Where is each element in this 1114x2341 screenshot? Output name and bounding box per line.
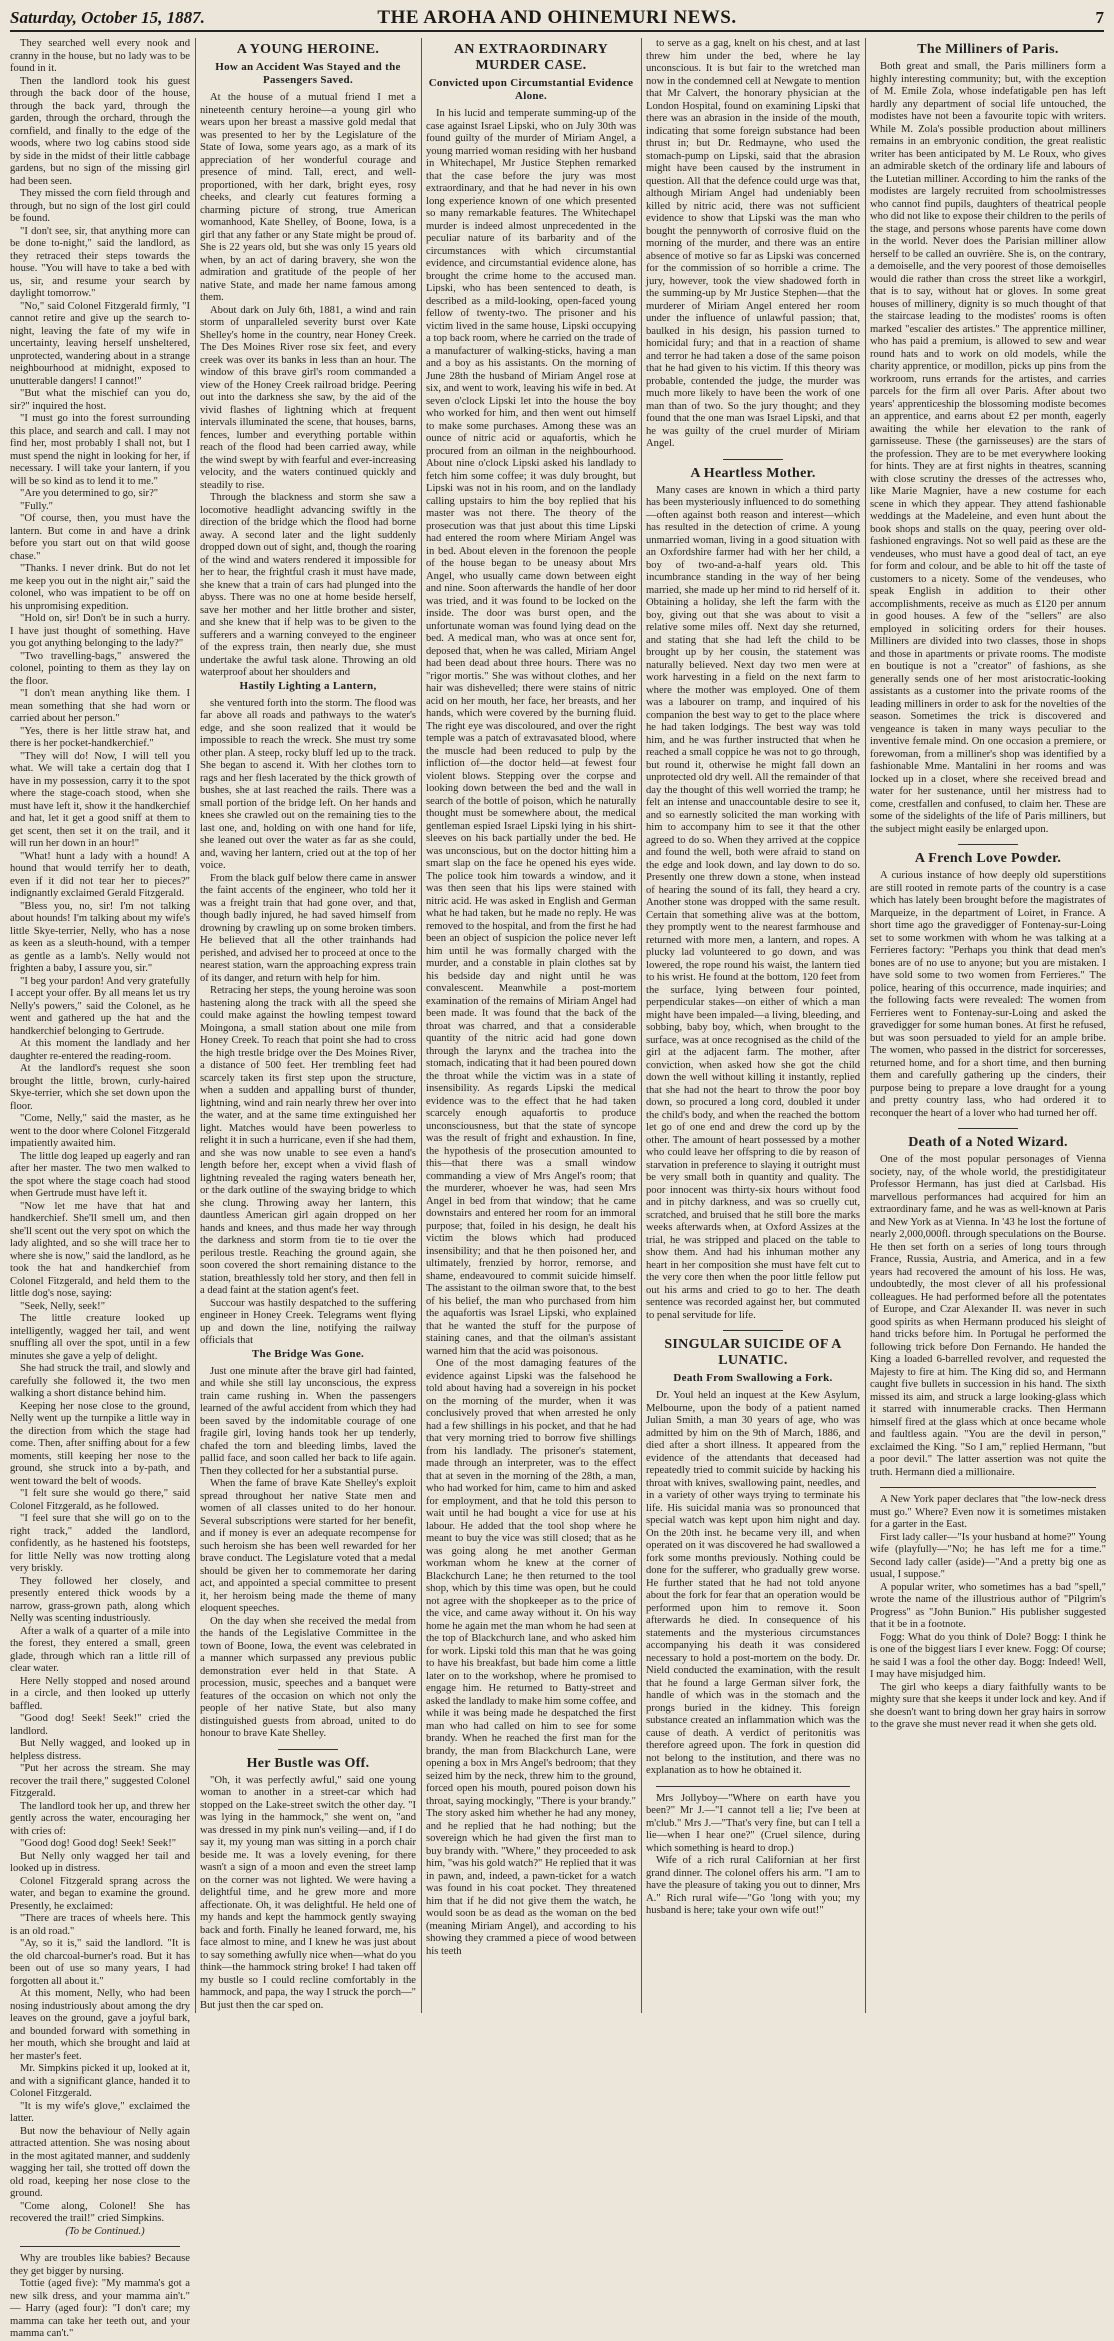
paragraph: "Put her across the stream. She may recover the trail there," suggested Colonel Fitzgerald. bbox=[10, 1763, 190, 1799]
paragraph: But Nelly wagged, and looked up in helpless distress. bbox=[10, 1738, 190, 1762]
paragraph: "There are traces of wheels here. This is an old road." bbox=[10, 1913, 190, 1937]
paragraph: "Oh, it was perfectly awful," said one young woman to another in a street-car which had stopped on the Lake-street switch the other day. "I was lying in the hammock," she went on, "and was dressed in my pink nun's veiling—and, if I do say it, my young man was sitting in a porch chair beside me. It was a lovely evening, for there wasn't a sign of a moon and even the street lamp on the corner was not lighted. We were having a delightful time, and he grew more and more affectionate. Oh, it was delightful. He held one of my hands and kept the hammock gently swaying back and forth. Finally he leaned forward, me, his face almost to mine, and I knew he was just about to say something awfully nice when—what do you think—the hammock string broke! I had taken off my bustle so I could recline comfortably in the hammock, and papa, the way I struck the porch—" But just then the car sped on. bbox=[200, 1774, 416, 2011]
paragraph: to serve as a gag, knelt on his chest, and at last threw him under the bed, where he lay unconscious. It is but fair to the wretched man now in the condemned cell at Newgate to mention that Mr Calvert, the honorary physician at the London Hospital, found on examining Lipski that there was an abrasion in the inside of the mouth, indicating that some foreign substance had been thrust in; but Dr. Redmayne, who used the stomach-pump on Lipski, said that the abrasion might have been caused by the instrument in question. All that the defence could urge was that, although Miriam Angel had undeniably been killed by nitric acid, there was not sufficient evidence to show that Lipski was the man who bought the pennyworth of corrosive fluid on the morning of the murder, and there was an entire absence of motive so far as Lipski was concerned for the commission of so horrible a crime. The jury, however, took the view shadowed forth in the summing-up by Mr Justice Stephen—that the murderer of Miriam Angel entered her room under the influence of unlawful passion; that, baulked in his design, his passion turned to homicidal fury; and that in a reaction of shame and terror he had taken a dose of the same poison that he had given to his victim. If this theory was probable, contended the judge, the murder was much more likely to have been the work of one man than of two. So the jury thought; and they found that the one man was Israel Lipski, and that he was guilty of the cruel murder of Miriam Angel. bbox=[646, 38, 860, 449]
paragraph: Then the landlord took his guest through the back door of the house, through the back yard, through the garden, through the orchard, through the cornfield, and finally to the edge of the woods, where two log cabins stood side by side in the midst of their little cabbage gardens, but no sign of the missing girl had been seen. bbox=[10, 75, 190, 187]
issue-date: Saturday, October 15, 1887. bbox=[10, 8, 205, 27]
paragraph: "I don't see, sir, that anything more can be done to-night," said the landlord, as they retraced their steps towards the house. "You will have to take a bed with us, sir, and resume your search by daylight tomorrow." bbox=[10, 225, 190, 299]
paragraph: "Come along, Colonel! She has recovered the trail!" cried Simpkins. bbox=[10, 2200, 190, 2224]
newspaper-title: THE AROHA AND OHINEMURI NEWS. bbox=[377, 7, 737, 28]
paragraph: About dark on July 6th, 1881, a wind and rain storm of unparalleled severity burst over Kate Shelley's home in the country, near Honey Creek. The Des Moines River rose six feet, and every creek was over its banks in less than an hour. The window of this brave girl's room commanded a view of the Honey Creek railroad bridge. Peering out into the darkness she saw, by the aid of the vivid flashes of lightning which at frequent intervals illuminated the scene, that houses, barns, fences, lumber and everything portable within reach of the flood had been carried away, while the wind swept by with fearful and ever-increasing velocity, and the waters continued quickly and steadily to rise. bbox=[200, 304, 416, 491]
paragraph: The landlord took her up, and threw her gently across the water, encouraging her with cries of: bbox=[10, 1800, 190, 1837]
paragraph: "Two travelling-bags," answered the colonel, pointing to them as they lay on the floor. bbox=[10, 650, 190, 687]
paragraph: Through the blackness and storm she saw a locomotive headlight advancing swiftly in the direction of the bridge which the flood had borne away. A second later and the light suddenly dropped down out of sight, and, though the roaring of the wind and waters rendered it impossible for her to hear, the frightful crash it must have made, she knew that a train of cars had plunged into the abyss. There was no one at home beside herself, save her mother and her little brother and sister, and she knew that if help was to be given to the sufferers and a warning conveyed to the engineer of the express train, then nearly due, she must undertake the awful task alone. Throwing an old waterproof about her shoulders and bbox=[200, 492, 416, 678]
divider bbox=[20, 2246, 180, 2247]
paragraph: The little creature looked up intelligently, wagged her tail, and went snuffling all over the spot, until in a few minutes she gave a yelp of delight. bbox=[10, 1313, 190, 1362]
section-subheading: The Bridge Was Gone. bbox=[251, 1347, 365, 1360]
paragraph: "But what the mischief can you do, sir?" inquired the host. bbox=[10, 388, 190, 412]
paragraph: One of the most popular personages of Vienna society, nay, of the whole world, the prestidigitateur Professor Hermann, has just died at Carlsbad. His marvellous performances had acquired for him an extraordinary fame, and he was as well-known at Paris and New York as at Vienna. In '43 he lost the fortune of nearly 2,000,000fl. through speculations on the Bourse. He then set forth on a series of long tours through France, Russia, Austria, and America, and in a few years had recovered the amount of his loss. He was, undoubtedly, the most clever of all his professional colleagues. He had performed before all the potentates of Europe, and Czar Alexander II. was never in such good spirits as when Hermann produced his sleight of hand tricks before him. In Portugal he performed the following trick before Don Fernando. He handed the King a loaded 6-barrelled revolver, and requested the Majesty to fire at him. The King did so, and Hermann caught five bullets in succession in his hand. The sixth missed its aim, and struck a large looking-glass which it starred with innumerable cracks. Then Hermann himself fired at the glass which at once became whole and faultless again. "You are the devil in person," exclaimed the King. "So I am," replied Hermann, "but a poor devil." The latter assertion was not quite the truth. Hermann died a millionaire. bbox=[870, 1154, 1106, 1478]
paragraph: "Hold on, sir! Don't be in such a hurry. I have just thought of something. Have you got anything belonging to the lady?" bbox=[10, 613, 190, 649]
column-rule bbox=[195, 38, 196, 2013]
article-subheading: Death From Swallowing a Fork. bbox=[673, 1372, 833, 1384]
paragraph: A curious instance of how deeply old superstitions are still rooted in remote parts of the country is a case which has lately been brought before the magistrates of Marqueize, in the department of Loiret, in France. A short time ago the gravedigger of Fontenay-sur-Loing set to some workmen with whom he was talking at a Ferrieres factory: "Perhaps you think that dead men's bones are of no use to anyone; but you are mistaken. I have sold some to two women from Ferrieres." The police, hearing of this occurrence, made inquiries; and the following facts were revealed: The women from Ferrieres went to Fontenay-sur-Loing and asked the gravedigger for some human bones. At first he refused, but was soon persuaded to yield for an ample bribe. The women, who passed in the district for sorceresses, returned home, and for a short time, and then burning them and carefully gathering up the cinders, their purpose being to prepare a love draught for a young and pretty country lass, who had ordered it to reconquer the heart of a lover who had turned her off. bbox=[870, 870, 1106, 1119]
article-heading: AN EXTRAORDINARY MURDER CASE. bbox=[453, 42, 609, 73]
divider bbox=[958, 844, 1018, 845]
column-rule bbox=[865, 38, 866, 2013]
joke: The girl who keeps a diary faithfully wants to be mighty sure that she keeps it under lock and key. And if she doesn't want to bring down her gray hairs in sorrow to the grave she must never read it when she gets old. bbox=[870, 1681, 1106, 1730]
column-1 bbox=[10, 38, 190, 2339]
paragraph: At the landlord's request she soon brought the little, brown, curly-haired Skye-terrier, which she set down upon the floor. bbox=[10, 1063, 190, 1112]
paragraph: "Fully." bbox=[20, 500, 53, 512]
paragraph: "I must go into the forest surrounding this place, and search and call. I may not find her, most probably I shall not, but I must spend the night in looking for her, if necessary. I will take your lantern, if you will be so kind as to lend it to me." bbox=[10, 413, 190, 487]
paragraph: "Seek, Nelly, seek!" bbox=[20, 1300, 106, 1312]
paragraph: Keeping her nose close to the ground, Nelly went up the turnpike a little way in the direction from which the stage had come. Then, after sniffing about for a few moments, still keeping her nose to the ground, she struck into a by-path, and went toward the belt of woods. bbox=[10, 1400, 190, 1487]
divider bbox=[278, 1749, 338, 1750]
divider bbox=[723, 1330, 783, 1331]
paragraph: Dr. Youl held an inquest at the Kew Asylum, Melbourne, upon the body of a patient named Julian Smith, a man 30 years of age, who was admitted by him on the 9th of March, 1886, and died after a short illness. It appeared from the evidence of the attendants that deceased had repeatedly tried to commit suicide by hacking his throat with knives, swallowing paint, needles, and in a variety of other ways trying to terminate his life. His suicidal mania was so pronounced that special watch was kept upon him night and day. On the 20th inst. he became very ill, and when operated on it was discovered he had swallowed a fork some months previously. Nothing could be done for the sufferer, who gradually grew worse. He further stated that he had not told anyone about the fork for fear that an operation would be performed upon him to remove it. Soon afterwards he died. In consequence of his statements and the mysterious circumstances accompanying his death it was considered necessary to hold a post-mortem on the body. Dr. Nield conducted the examination, with the result that he found a large German silver fork, the handle of which was in the stomach and the prongs buried in the kidney. This foreign substance created an inflammation which was the cause of death. A verdict of peritonitis was therefore agreed upon. The fork in question did not belong to the institution, and there was no explanation as to how he obtained it. bbox=[646, 1390, 860, 1776]
page-number: 7 bbox=[1095, 8, 1104, 27]
column-2 bbox=[200, 38, 416, 2013]
column-rule bbox=[421, 38, 422, 2013]
paragraph: "I felt sure she would go there," said Colonel Fitzgerald, as he followed. bbox=[10, 1488, 190, 1512]
paragraph: "Come, Nelly," said the master, as he went to the door where Colonel Fitzgerald impatiently awaited him. bbox=[10, 1113, 190, 1149]
paragraph: "They will do! Now, I will tell you what. We will take a certain dog that I have in my possession, carry it to the spot where the stage-coach stood, when she must have left it, show it the handkerchief and hat, let it get a good sniff at them to get scent, then set it on the trail, and it will run her down in an hour!" bbox=[10, 750, 190, 849]
paragraph: But now the behaviour of Nelly again attracted attention. She was nosing about in the most agitated manner, and suddenly wagging her tail, she trotted off down the old road, keeping her nose close to the ground. bbox=[10, 2125, 190, 2199]
article-heading: SINGULAR SUICIDE OF A LUNATIC. bbox=[664, 1337, 842, 1368]
article-heading: Death of a Noted Wizard. bbox=[908, 1135, 1068, 1150]
divider bbox=[656, 1786, 850, 1787]
divider bbox=[958, 1128, 1018, 1129]
paragraph: In his lucid and temperate summing-up of the case against Israel Lipski, who on July 30th was found guilty of the murder of Miriam Angel, a young married woman residing with her husband in Whitechapel, Mr Justice Stephen remarked that the case before the jury was most extraordinary, and that he had never in his own long experience known of one which presented so many remarkable features. The Whitechapel murder is indeed almost unprecedented in the peculiar nature of its barbarity and of the circumstances with which circumstantial evidence, and circumstantial evidence alone, has brought the crime home to the accused man. Lipski, who has been sentenced to death, is described as a mild-looking, open-faced young fellow of twenty-two. The prisoner and his victim lived in the same house, Lipski occupying a top back room, where he carried on the trade of a manufacturer of walking-sticks, having a man and a boy as his assistants. On the morning of June 28th the husband of Miriam Angel rose at six, and went to work, leaving his wife in bed. At seven o'clock Lipski let into the house the boy who worked for him, and then went out himself to make some purchases. Among these was an ounce of nitric acid or aquafortis, which he procured from an oilman in the neighbourhood. About nine o'clock Lipski asked his landlady to fetch him some coffee; it was duly brought, but Lipski was not in his room, and on the landlady calling upstairs to him the boy replied that his master was not there. The theory of the prosecution was that just about this time Lipski had entered the room where Miriam Angel was in bed. About eleven in the forenoon the people of the house began to be uneasy about Mrs Angel, who usually came down between eight and nine. Soon afterwards the handle of her door was tried, and it was found to be locked on the inside. The door was burst open, and the unfortunate woman was found lying dead on the bed. A medical man, who was at once sent for, deposed that, when he was called, Miriam Angel had been dead about three hours. There was no "rigor mortis." She was without clothes, and her hair was dishevelled; there were stains of nitric acid on her mouth, her face, her breasts, and her hands, which were covered by the burning fluid. The right eye was discoloured, and over the right temple was a patch of extravasated blood, where the muscle had been reduced to pulp by the infliction of—the doctor held—at fewest four violent blows. Stepping over the corpse and looking down between the bed and the wall in search of the bottle of poison, which he naturally thought must be somewhere about, the medical gentleman espied Israel Lipski lying in his shirt-sleeves on his back partially under the bed. He was unconscious, but on the doctor hitting him a smart slap on the face he opened his eyes wide. The police took him towards a window, and it was then seen that his lips were stained with nitric acid. He was asked in English and German what he had taken, but he made no reply. He was removed to the hospital, and from the first he had been an object of suspicion the police never left him until he was formally charged with the murder, and a constable in plain clothes sat by his bedside day and night until he was convalescent. Meanwhile a post-mortem examination of the remains of Miriam Angel had been made. It was found that the back of the throat was charred, and that a considerable quantity of the nitric acid had gone down through the larynx and the trachea into the stomach, indicating that it had been poured down the throat while the victim was in a state of insensibility. As regards Lipski the medical evidence was to the effect that he had taken scarcely enough aquafortis to produce unconsciousness, but that the state of syncope was the result of fright and exhaustion. In fine, the hypothesis of the prosecution amounted to this—that there was a small window commanding a view of Mrs Angel's room; that the murderer, whoever he was, had seen Mrs Angel in bed from that window; that he came downstairs and entered her room for an immoral purpose; that, foiled in his design, he dealt his victim the blows which had produced insensibility; and that he then poisoned her, and ultimately, frenzied by horror, remorse, and shame, endeavoured to commit suicide himself. The assistant to the oilman swore that, to the best of his belief, the man who purchased from him the aquafortis was Israel Lipski, who explained that he wanted the stuff for the purpose of staining canes, and that the oilman's assistant warned him that the acid was poisonous. bbox=[426, 108, 636, 1357]
article-heading: A YOUNG HEROINE. bbox=[236, 42, 380, 57]
article-heading: Her Bustle was Off. bbox=[246, 1755, 370, 1771]
paragraph: Many cases are known in which a third party has been mysteriously influenced to do something—often against both reason and interest—which has resulted in the detection of crime. A young unmarried woman, living in a good situation with an Oxfordshire farmer had with her her child, a boy of two-and-a-half years old. This incumbrance standing in the way of her being married, she made up her mind to rid herself of it. Obtaining a holiday, she left the farm with the boy, giving out that she was about to visit a relative some miles off. Next day she returned, and stating that she had left the child to be brought up by her cousin, the statement was naturally believed. Next day two men were at work harvesting in a field on the next farm to where the mother was employed. One of them was a labourer on tramp, and inquired of his companion the best way to get to the place where he had taken lodgings. The best way was told him, and he was further instructed that when he reached a small coppice he was not to go through, but round it, otherwise he might fall down an unprotected old dry well. All the remainder of that day the thought of this well worried the tramp; he felt an intense and unaccountable desire to see it, and so earnestly solicited the man working with him to accompany him to see it that the other agreed to do so. When they arrived at the coppice and found the well, both were afraid to stand on the edge and look down, and lay down to do so. Presently one threw down a stone, when instead of hearing the sound of its fall, they heard a cry. Another stone was dropped with the same result. Certain that something alive was at the bottom, they promptly went to the nearest farmhouse and returned with more men, a lantern, and ropes. A plucky lad volunteered to go down, and was lowered, the rope round his waist, the lantern tied to his wrist. He found at the bottom, 120 feet from the surface, lying between four pointed, perpendicular stakes—on either of which a man might have been impaled—a living, bleeding, and sobbing, baby boy, which, when brought to the surface, was at once recognised as the child of the girl at the adjacent farm. The mother, after conviction, when asked how she got the child down the well without killing it instantly, replied that she had not the heart to throw the poor boy down, so procured a long cord, doubled it under the child's body, and when the reached the bottom let go of one end and drew the cord up by the other. The amount of heart possessed by a mother who could leave her offspring to die by reason of starvation in preference to slaying it outright must be very small both in quantity and quality. The poor innocent was thirty-six hours without food and in pitchy darkness, and was so cruelly cut, scratched, and bruised that he still bore the marks weeks afterwards when, at Oxford Assizes at the trial, he was stripped and placed on the table to show them. And had his inhuman mother any heart in her composition she must have felt cut to the very core then when the poor little fellow put out his arms and cried to go to her. The death sentence was recorded against her, but commuted to penal servitude for life. bbox=[646, 484, 860, 1321]
paragraph: Just one minute after the brave girl had fainted, and while she still lay unconscious, the express train came rushing in. When the passengers learned of the awful accident from which they had been saved by the indomitable courage of one fragile girl, loving hands took her up tenderly, chafed the torn and bleeding limbs, laved the pallid face, and soon called her back to life again. Then they collected for her a substantial purse. bbox=[200, 1365, 416, 1477]
paragraph: "Good dog! Good dog! Seek! Seek!" bbox=[20, 1838, 177, 1849]
joke: Wife of a rich rural Californian at her first grand dinner. The colonel offers his arm. "I am to have the pleasure of taking you out to dinner, Mrs A." Rich rural wife—"Go 'long with you; my husband is here; take your own wife out!" bbox=[646, 1855, 860, 1916]
paragraph: But Nelly only wagged her tail and looked up in distress. bbox=[10, 1850, 190, 1874]
paragraph: "Ay, so it is," said the landlord. "It is the old charcoal-burner's road. But it has been out of use so many years, I had forgotten all about it." bbox=[10, 1938, 190, 1987]
paragraph: "Are you determined to go, sir?" bbox=[20, 488, 159, 499]
paragraph: The little dog leaped up eagerly and ran after her master. The two men walked to the spot where the stage coach had stood when Gertrude must have left it. bbox=[10, 1150, 190, 1199]
section-subheading: Hastily Lighting a Lantern, bbox=[239, 679, 377, 692]
paragraph: Mr. Simpkins picked it up, looked at it, and with a significant glance, handed it to Colonel Fitzgerald. bbox=[10, 2063, 190, 2099]
paragraph: They missed the corn field through and through, but no sign of the lost girl could be found. bbox=[10, 188, 190, 224]
paragraph: "No," said Colonel Fitzgerald firmly, "I cannot retire and give up the search to-night, leaving the fate of my wife in uncertainty, leaving herself unsheltered, unprotected, wandering about in a strange neighbourhood at midnight, exposed to unutterable dangers! I cannot!" bbox=[10, 300, 190, 387]
paragraph: "What! hunt a lady with a hound! A hound that would terrify her to death, even if it did not tear her to pieces?" indignantly exclaimed Gerald Fitzgerald. bbox=[10, 850, 190, 899]
divider bbox=[723, 459, 783, 460]
paragraph: "Of course, then, you must have the lantern. But come in and have a drink before you start out on that wild goose chase." bbox=[10, 513, 190, 562]
paragraph: Both great and small, the Paris milliners form a highly interesting community; but, with the exception of M. Emile Zola, whose indefatigable pen has left hardly any department of social life untouched, the modistes have not been a favourite topic with writers. While M. Zola's possible production about milliners remains in an embryonic condition, the great realistic writer has been anticipated by M. Le Roux, who gives an admirable sketch of the ordinary life and labours of the Lutetian milliner. According to him the ranks of the modistes are largely recruited from schoolmistresses who cannot find pupils, daughters of theatrical people who did not like to expose their children to the perils of the stage, and persons whose parents have come down in the world. Never does the Parisian milliner allow herself to be called an ouvrière. She is, on the contrary, a demoiselle, and the very poorest of those demoiselles would die rather than cross the street like a workgirl, that is to say, without hat or gloves. In some great houses of millinery, dignity is so much thought of that the staircase leading to the modistes' rooms is often marked "escalier des artistes." The apprentice milliner, who has paid a premium, is allowed to sew and wear round hats and to work on old models, while the charity apprentice, or modillon, picks up pins from the workroom, runs errands for the artistes, and carries parcels for the firm all over Paris. After about two years' apprenticeship the blossoming modiste becomes an apprentice, and earns about £2 per month, eagerly awaiting the while her elevation to the rank of garnisseuse. These (the garnisseuses) are the stars of the profession. They are to be met everywhere looking for hints. They are at first nights in theatres, scanning with close scrutiny the dresses of the actresses who, like Marie Magnier, have a new costume for each scene in which they appear. They attend fashionable weddings at the Madeleine, and even hunt about the book shops and stalls on the quay, peering over old-fashioned engravings. Not so well paid as these are the vendeuses, who must have a good deal of tact, an eye for form and colour, and be able to hit off the taste of customers to a nicety. Some of the vendeuses, who speak English in addition to their other accomplishments, receive as much as £120 per annum in good houses. A few of the "sellers" are also employed in soliciting orders for their houses. Milliners are divided into two classes, those in shops and those in apartments or private rooms. The modiste en boutique is not a "creator" of fashions, as she generally sends one of her most aristocratic-looking assistants as a customer into the private rooms of the leading milliners in order to ask for the novelties of the season. Sometimes the trick is discovered and vengeance is taken in many ways peculiar to the inventive female mind. On one occasion a premiere, or forewoman, from a milliner's shop was identified by a fashionable Mme. Mantalini in her rooms and was locked up in a closet, where she received bread and water for her sustenance, until her mistress had to come, crestfallen and confused, to claim her. These are some of the sidelights of the life of Paris milliners, but the subject might easily be enlarged upon. bbox=[870, 61, 1106, 835]
paragraph: she ventured forth into the storm. The flood was far above all roads and pathways to the water's edge, and she soon realized that it would be impossible to reach the wreck. She must try some other plan. A steep, rocky bluff led up to the track. She began to ascend it. With her clothes torn to rags and her flesh lacerated by the thick growth of bushes, she at last reached the rails. There was a small portion of the bridge left. On her hands and knees she crawled out on the remaining ties to the last one, and, holding on with one hand for life, she leaned out over the water as far as she could, and, waving her lantern, cried out at the top of her voice. bbox=[200, 697, 416, 871]
article-heading: A Heartless Mother. bbox=[690, 465, 816, 481]
paragraph: She had struck the trail, and slowly and carefully she followed it, the two men walking a short distance behind him. bbox=[10, 1363, 190, 1399]
joke: Mrs Jollyboy—"Where on earth have you been?" Mr J.—"I cannot tell a lie; I've been at m'club." Mrs J.—"That's very fine, but can I tell a lie—when I hear one?" (Cruel silence, during which something is heard to drop.) bbox=[646, 1792, 860, 1854]
paragraph: When the fame of brave Kate Shelley's exploit spread throughout her native State men and women of all classes united to do her honour. Several subscriptions were started for her benefit, and if money is ever an adequate recompense for such heroism she has been well rewarded for her brave conduct. The Legislature voted that a medal should be given her to commemorate her daring act, and appointed a special committee to present it, her heroism being made the theme of many eloquent speeches. bbox=[200, 1478, 416, 1614]
article-heading: The Milliners of Paris. bbox=[917, 42, 1059, 57]
paragraph: "I feel sure that she will go on to the right track," added the landlord, confidently, as he hastened his footsteps, for little Nelly was now trotting along very briskly. bbox=[10, 1513, 190, 1574]
paragraph: After a walk of a quarter of a mile into the forest, they entered a small, green glade, through which ran a little rill of clear water. bbox=[10, 1625, 190, 1674]
paragraph: At this moment, Nelly, who had been nosing industriously about among the dry leaves on the ground, gave a joyful bark, and bounded forward with something in her mouth, which she brought and laid at her master's feet. bbox=[10, 1988, 190, 2062]
to-be-continued: (To be Continued.) bbox=[65, 2225, 145, 2237]
article-subheading: Convicted upon Circumstantial Evidence Alone. bbox=[428, 77, 634, 102]
paragraph: Colonel Fitzgerald sprang across the water, and began to examine the ground. Presently, he exclaimed: bbox=[10, 1875, 190, 1912]
story-continuation bbox=[10, 38, 190, 2238]
joke: First lady caller—"Is your husband at home?" Young wife (playfully—"No; he has left me for a time." Second lady caller (aside)—"And a pretty big one as usual, I suppose." bbox=[870, 1531, 1106, 1580]
paragraph: Retracing her steps, the young heroine was soon hastening along the track with all the speed she could make against the howling tempest toward Moingona, a small station about one mile from Honey Creek. To reach that point she had to cross the high trestle bridge over the Des Moines River, a distance of 500 feet. Her trembling feet had scarcely taken its first step upon the structure, when a sudden and appalling burst of thunder, lightning, wind and rain nearly threw her over into the water, and at the same time extinguished her light. Matches would have been powerless to relight it in such a hurricane, even if she had them, and she was now unable to see even a hand's length before her, except when a vivid flash of lightning revealed the raging waters beneath her, or the dark outline of the swaying bridge to which she clung. Throwing away her lantern, this dauntless American girl again dropped on her hands and knees, and thus made her way through the darkness and storm from tie to tie over the perilous trestle. Reaching the ground again, she soon covered the short remaining distance to the station, breathlessly told her story, and then fell in a dead faint at the station agent's feet. bbox=[200, 985, 416, 1296]
paragraph: At the house of a mutual friend I met a nineteenth century heroine—a young girl who wears upon her breast a massive gold medal that was presented to her by the Legislature of the State of Iowa, some years ago, as a mark of its appreciation of her wonderful courage and presence of mind. Tall, erect, and well-proportioned, with her dark, bright eyes, rosy cheeks, and clearly cut features forming a charming picture of strong, true American womanhood, Kate Shelley, of Boone, Iowa, is a girl that any father or any State might be proud of. She is 22 years old, but she was only 15 years old when, by an act of daring bravery, she won the admiration and gratitude of the people of her native State, and made her name famous among them. bbox=[200, 92, 416, 303]
article-subheading: How an Accident Was Stayed and the Passengers Saved. bbox=[215, 61, 401, 86]
paragraph: At this moment the landlady and her daughter re-entered the reading-room. bbox=[10, 1038, 190, 1062]
joke: Tottie (aged five): "My mamma's got a new silk dress, and your mamma ain't." — Harry (aged four): "I don't care; my mamma can take her teeth out, and your mamma can't." bbox=[10, 2278, 190, 2339]
paragraph: "Good dog! Seek! Seek!" cried the landlord. bbox=[10, 1713, 190, 1737]
paragraph: They followed her closely, and presently entered thick woods by a narrow, grass-grown path, along which Nelly was scenting industriously. bbox=[10, 1575, 190, 1624]
paragraph: "I don't mean anything like them. I mean something that she had worn or carried about her person." bbox=[10, 688, 190, 724]
joke: Why are troubles like babies? Because they get bigger by nursing. bbox=[10, 2253, 190, 2277]
paragraph: "It is my wife's glove," exclaimed the latter. bbox=[10, 2100, 190, 2124]
joke: A popular writer, who sometimes has a bad "spell," wrote the name of the illustrious author of "Pilgrim's Progress" as "John Bunion." His publisher suggested that it be in a footnote. bbox=[870, 1581, 1106, 1630]
paragraph: From the black gulf below there came in answer the faint accents of the engineer, who told her it was a freight train that had gone over, and that, though badly injured, he had saved himself from drowning by crawling up on some broken timbers. He believed that all the other trainhands had perished, and advised her to proceed at once to the nearest station, warn the approaching express train of its danger, and return with help for him. bbox=[200, 872, 416, 984]
divider bbox=[880, 1487, 1096, 1488]
article-heading: A French Love Powder. bbox=[914, 851, 1062, 866]
column-rule bbox=[641, 38, 642, 2013]
column-4 bbox=[646, 38, 860, 2013]
paragraph: "Yes, there is her little straw hat, and there is her pocket-handkerchief." bbox=[10, 725, 190, 749]
paragraph: Succour was hastily despatched to the suffering engineer in Honey Creek. Telegrams went flying up and down the line, notifying the railway officials that bbox=[200, 1297, 416, 1346]
paragraph: "Thanks. I never drink. But do not let me keep you out in the night air," said the colonel, who was impatient to be off on his unpromising expedition. bbox=[10, 563, 190, 612]
paragraph: One of the most damaging features of the evidence against Lipski was the falsehood he told about having had a sovereign in his pocket on the morning of the murder, when it was conclusively proved that when arrested he only had a few shillings in his pocket, and that he had that very morning tried to borrow five shillings from his landlady. The prisoner's statement, made through an interpreter, was to the effect that at seven in the morning of the 28th, a man, who had worked for him, came to him and asked for employment, and that he told this person to wait until he had bought a vice for use at his labour. He added that the tool shop where he meant to buy the vice was still closed; that as he was going along he met another German workman whom he knew at the corner of Blackchurch Lane; he then returned to the tool shop, which by this time was open, but he could not agree with the shopkeeper as to the price of the vice, and came away without it. On his way home he again met the man whom he had seen at the top of Blackchurch lane, and who asked him for work. Lipski told this man that he was going to have his breakfast, but bade him come a little later on to the workshop, where he promised to engage him. He returned to Batty-street and asked the landlady to make him some coffee, and while it was being made he despatched the first man who had called on him to see for some brandy. When he reached the first man for the brandy, the man from Blackchurch Lane, were opening a box in Mrs Angel's bedroom; that they seized him by the neck, threw him to the ground, forced open his mouth, poured poison down his throat, saying mockingly, "There is your brandy." The story asked him whether he had any money, and he replied that he had nothing; but the sovereign which he had given the first man to buy brandy with. "Where," they proceeded to ask him, "was his gold watch?" He replied that it was in pawn, and, indeed, a pawn-ticket for a watch was found in his coat pocket. They threatened him that if he did not give them the watch, he would soon be as dead as the woman on the bed (meaning Miriam Angel), and according to his showing they crammed a piece of wood between his teeth bbox=[426, 1358, 636, 1957]
joke: A New York paper declares that "the low-neck dress must go." Where? Even now it is sometimes mistaken for a garter in the East. bbox=[870, 1494, 1106, 1530]
masthead bbox=[10, 6, 1104, 32]
paragraph: "Bless you, no, sir! I'm not talking about hounds! I'm talking about my wife's little Skye-terrier, Nelly, who has a nose as keen as a sleuth-hound, with a temper as gentle as a lamb's. Nelly would not frighten a baby, I assure you, sir." bbox=[10, 900, 190, 974]
paragraph: "I beg your pardon! And very gratefully I accept your offer. By all means let us try Nelly's powers," said the Colonel, as he went and gathered up the hat and the handkerchief belonging to Gertrude. bbox=[10, 975, 190, 1037]
paragraph: "Now let me have that hat and handkerchief. She'll smell um, and then she'll scent out the very spot on which the lady alighted, and so she will trace her to where she is now," said the landlord, as he took the hat and handkerchief from Colonel Fitzgerald, and held them to the little dog's nose, saying: bbox=[10, 1200, 190, 1299]
column-3 bbox=[426, 38, 636, 2013]
paragraph: Here Nelly stopped and nosed around in a circle, and then looked up utterly baffled. bbox=[10, 1675, 190, 1712]
paragraph: On the day when she received the medal from the hands of the Legislative Committee in the town of Boone, Iowa, the event was celebrated in a manner which surpassed any previous public demonstration ever held in that State. A procession, music, speeches and a banquet were features of the occasion on which not only the people of her native State, but also many distinguished guests from abroad, united to do honour to brave Kate Shelley. bbox=[200, 1615, 416, 1739]
joke: Fogg: What do you think of Dole? Bogg: I think he is one of the biggest liars I ever knew. Fogg: Of course; he said I was a fool the other day. Bogg: Indeed! Well, I may have misjudged him. bbox=[870, 1631, 1106, 1680]
column-5 bbox=[870, 38, 1106, 2013]
paragraph: They searched well every nook and cranny in the house, but no lady was to be found in it. bbox=[10, 38, 190, 74]
